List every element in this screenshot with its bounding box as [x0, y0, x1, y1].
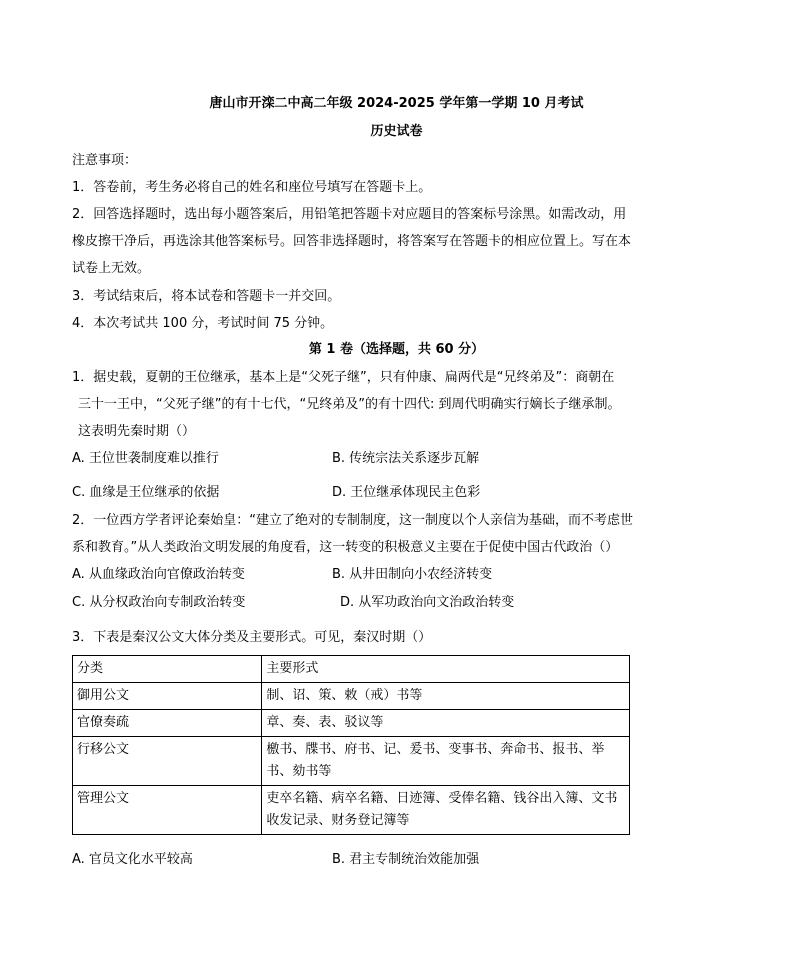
table-cell-forms: 章、奏、表、驳议等: [262, 710, 630, 737]
table-header-cell: 分类: [73, 656, 262, 683]
table-cell-forms: 制、诏、策、敕（戒）书等: [262, 683, 630, 710]
table-cell-forms: 吏卒名籍、病卒名籍、日迹簿、受俸名籍、钱谷出入簿、文书收发记录、财务登记簿等: [262, 786, 630, 835]
table-row: [73, 683, 630, 710]
table-row: [73, 786, 630, 835]
table-cell-category: 御用公文: [73, 683, 262, 710]
q1-option-a: A. 王位世袭制度难以推行: [72, 451, 219, 466]
q2-option-a: A. 从血缘政治向官僚政治转变: [72, 567, 245, 582]
notes-heading: 注意事项：: [72, 153, 138, 168]
table-header-cell: 主要形式: [262, 656, 630, 683]
table-cell-forms: 檄书、牒书、府书、记、爰书、变事书、奔命书、报书、举书、劾书等: [262, 737, 630, 786]
q3-line-1: 3．下表是秦汉公文大体分类及主要形式。可见，秦汉时期（）: [72, 630, 432, 645]
q3-option-b: B. 君主专制统治效能加强: [332, 852, 480, 867]
exam-subtitle: 历史试卷: [370, 124, 423, 139]
table-row: [73, 710, 630, 737]
table-cell-category: 官僚奏疏: [73, 710, 262, 737]
note-4: 4．本次考试共 100 分，考试时间 75 分钟。: [72, 316, 334, 331]
q2-line-1: 2．一位西方学者评论秦始皇：“建立了绝对的专制制度，这一制度以个人亲信为基础，而不考虑世: [72, 513, 634, 528]
q2-option-d: D. 从军功政治向文治政治转变: [340, 595, 515, 610]
note-3: 3．考试结束后，将本试卷和答题卡一并交回。: [72, 289, 341, 304]
note-1: 1．答卷前，考生务必将自己的姓名和座位号填写在答题卡上。: [72, 180, 432, 195]
table-header-row: [73, 656, 630, 683]
q2-option-c: C. 从分权政治向专制政治转变: [72, 595, 246, 610]
q3-option-a: A. 官员文化水平较高: [72, 852, 193, 867]
note-2-line-3: 试卷上无效。: [72, 261, 151, 276]
q1-option-d: D. 王位继承体现民主色彩: [332, 485, 481, 500]
q2-line-2: 系和教育。”从人类政治文明发展的角度看，这一转变的积极意义主要在于促使中国古代政治（）: [72, 540, 619, 555]
q1-option-b: B. 传统宗法关系逐步瓦解: [332, 451, 480, 466]
note-2-line-1: 2．回答选择题时，选出每小题答案后，用铅笔把答题卡对应题目的答案标号涂黑。如需改动，用: [72, 207, 627, 222]
table-cell-category: 管理公文: [73, 786, 262, 835]
q1-line-3: 这表明先秦时期（）: [78, 424, 196, 439]
q1-line-2: 三十一王中，“父死子继”的有十七代，“兄终弟及”的有十四代: 到周代明确实行嫡长子继承制。: [78, 397, 621, 412]
table-cell-category: 行移公文: [73, 737, 262, 786]
q1-line-1: 1．据史载，夏朝的王位继承，基本上是“父死子继”，只有仲康、扁两代是“兄终弟及”：商朝在: [72, 370, 615, 385]
q2-option-b: B. 从井田制向小农经济转变: [332, 567, 493, 582]
q3-table: [72, 655, 630, 835]
section-title: 第 1 卷（选择题，共 60 分）: [308, 342, 485, 357]
q1-option-c: C. 血缘是王位继承的依据: [72, 485, 220, 500]
exam-title: 唐山市开滦二中高二年级 2024-2025 学年第一学期 10 月考试: [209, 96, 584, 111]
note-2-line-2: 橡皮擦干净后，再选涂其他答案标号。回答非选择题时，将答案写在答题卡的相应位置上。写在本: [72, 234, 632, 249]
table-row: [73, 737, 630, 786]
